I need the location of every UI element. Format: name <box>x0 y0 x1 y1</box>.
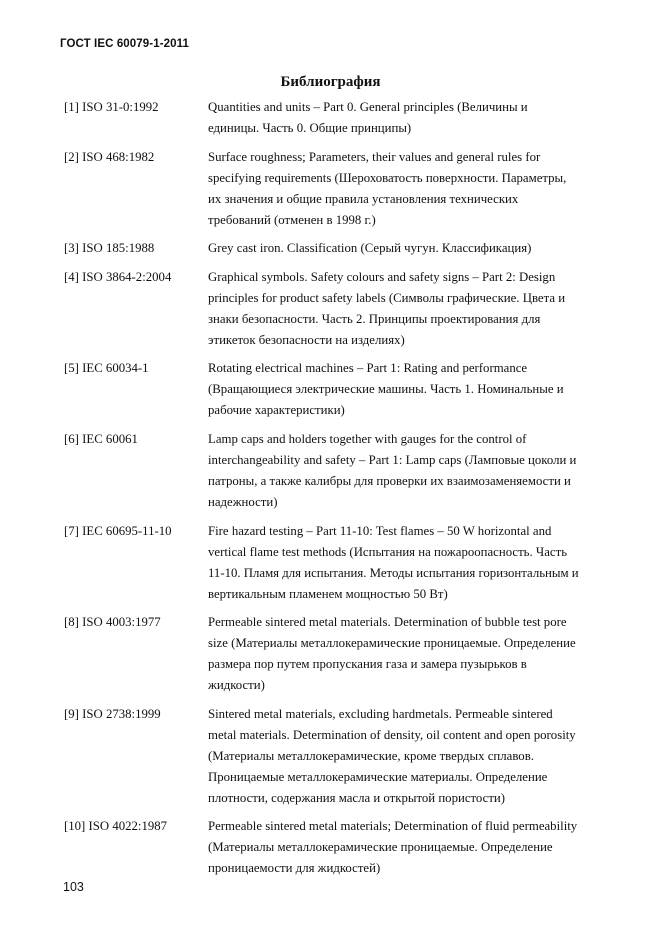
reference-description-line: (Вращающиеся электрические машины. Часть 1. Номинальные и <box>208 382 564 397</box>
reference-code: [6] IEC 60061 <box>64 431 138 446</box>
reference-description-line: размера пор путем пропускания газа и замера пузырьков в <box>208 657 527 672</box>
bibliography-title <box>0 74 661 91</box>
reference-item <box>64 704 604 809</box>
reference-item <box>64 267 604 351</box>
reference-description-line: (Материалы металлокерамические проницаемые. Определение <box>208 840 553 855</box>
reference-code: [4] ISO 3864-2:2004 <box>64 269 172 284</box>
reference-description-line: specifying requirements (Шероховатость поверхности. Параметры, <box>208 170 567 185</box>
reference-description <box>208 97 604 139</box>
reference-description-line: vertical flame test methods (Испытания на пожароопасность. Часть <box>208 544 568 559</box>
reference-code: [7] IEC 60695-11-10 <box>64 523 172 538</box>
reference-description-line: Permeable sintered metal materials; Determination of fluid permeability <box>208 819 578 834</box>
reference-code: [1] ISO 31-0:1992 <box>64 100 159 114</box>
reference-description <box>208 816 604 879</box>
reference-item <box>64 358 604 421</box>
reference-description-line: 11-10. Пламя для испытания. Методы испытания горизонтальным и <box>208 565 579 580</box>
reference-description-line: Fire hazard testing – Part 11-10: Test flames – 50 W horizontal and <box>208 523 552 538</box>
reference-code: [10] ISO 4022:1987 <box>64 819 168 834</box>
reference-description <box>208 704 604 809</box>
reference-description-line: Permeable sintered metal materials. Determination of bubble test pore <box>208 615 567 630</box>
reference-description-line: этикеток безопасности на изделиях) <box>208 332 405 347</box>
reference-item <box>64 238 604 259</box>
reference-description-line: рабочие характеристики) <box>208 403 345 418</box>
reference-description-line: Grey cast iron. Classification (Серый чугун. Классификация) <box>208 241 532 256</box>
reference-description-line: principles for product safety labels (Символы графические. Цвета и <box>208 290 566 305</box>
reference-description-line: size (Материалы металлокерамические проницаемые. Определение <box>208 636 576 651</box>
reference-description-line: metal materials. Determination of density, oil content and open porosity <box>208 727 576 742</box>
reference-code: [5] IEC 60034-1 <box>64 361 149 376</box>
reference-item <box>64 521 604 605</box>
reference-description-line: надежности) <box>208 494 278 509</box>
document-id: ГОСТ IEC 60079-1-2011 <box>60 38 189 50</box>
reference-code: [9] ISO 2738:1999 <box>64 706 161 721</box>
reference-description-line: Sintered metal materials, excluding hardmetals. Permeable sintered <box>208 706 553 721</box>
reference-item <box>64 816 604 879</box>
reference-description-line: interchangeability and safety – Part 1: Lamp caps (Ламповые цоколи и <box>208 452 577 467</box>
reference-description-line: плотности, содержания масла и открытой пористости) <box>208 790 506 805</box>
reference-description <box>208 521 604 605</box>
reference-description-line: жидкости) <box>208 678 265 693</box>
reference-description-line: проницаемости для жидкостей) <box>208 861 381 876</box>
bibliography-title-text: Библиография <box>280 74 381 90</box>
reference-description-line: их значения и общие правила установления технических <box>208 191 519 206</box>
reference-description-line: патроны, а также калибры для проверки их взаимозаменяемости и <box>208 473 571 488</box>
reference-description <box>208 358 604 421</box>
page-number: 103 <box>63 880 84 894</box>
reference-description-line: вертикальным пламенем мощностью 50 Вт) <box>208 586 448 601</box>
reference-item <box>64 612 604 696</box>
reference-description-line: знаки безопасности. Часть 2. Принципы проектирования для <box>208 311 541 326</box>
reference-item <box>64 147 604 231</box>
reference-description <box>208 429 604 513</box>
reference-code: [3] ISO 185:1988 <box>64 241 155 256</box>
reference-description-line: Surface roughness; Parameters, their values and general rules for <box>208 149 541 164</box>
reference-code: [8] ISO 4003:1977 <box>64 615 161 630</box>
reference-description <box>208 147 604 231</box>
reference-description-line: единицы. Часть 0. Общие принципы) <box>208 121 412 135</box>
reference-code: [2] ISO 468:1982 <box>64 149 155 164</box>
reference-description <box>208 612 604 696</box>
reference-description-line: Проницаемые металлокерамические материалы. Определение <box>208 769 548 784</box>
reference-list <box>64 97 604 887</box>
reference-description <box>208 238 604 259</box>
reference-description-line: Lamp caps and holders together with gauges for the control of <box>208 431 527 446</box>
reference-item <box>64 429 604 513</box>
reference-description <box>208 267 604 351</box>
reference-description-line: требований (отменен в 1998 г.) <box>208 212 376 227</box>
reference-description-line: Quantities and units – Part 0. General principles (Величины и <box>208 100 528 114</box>
reference-item <box>64 97 604 139</box>
reference-description-line: Graphical symbols. Safety colours and safety signs – Part 2: Design <box>208 269 556 284</box>
reference-description-line: (Материалы металлокерамические, кроме твердых сплавов. <box>208 748 534 763</box>
reference-description-line: Rotating electrical machines – Part 1: Rating and performance <box>208 361 528 376</box>
